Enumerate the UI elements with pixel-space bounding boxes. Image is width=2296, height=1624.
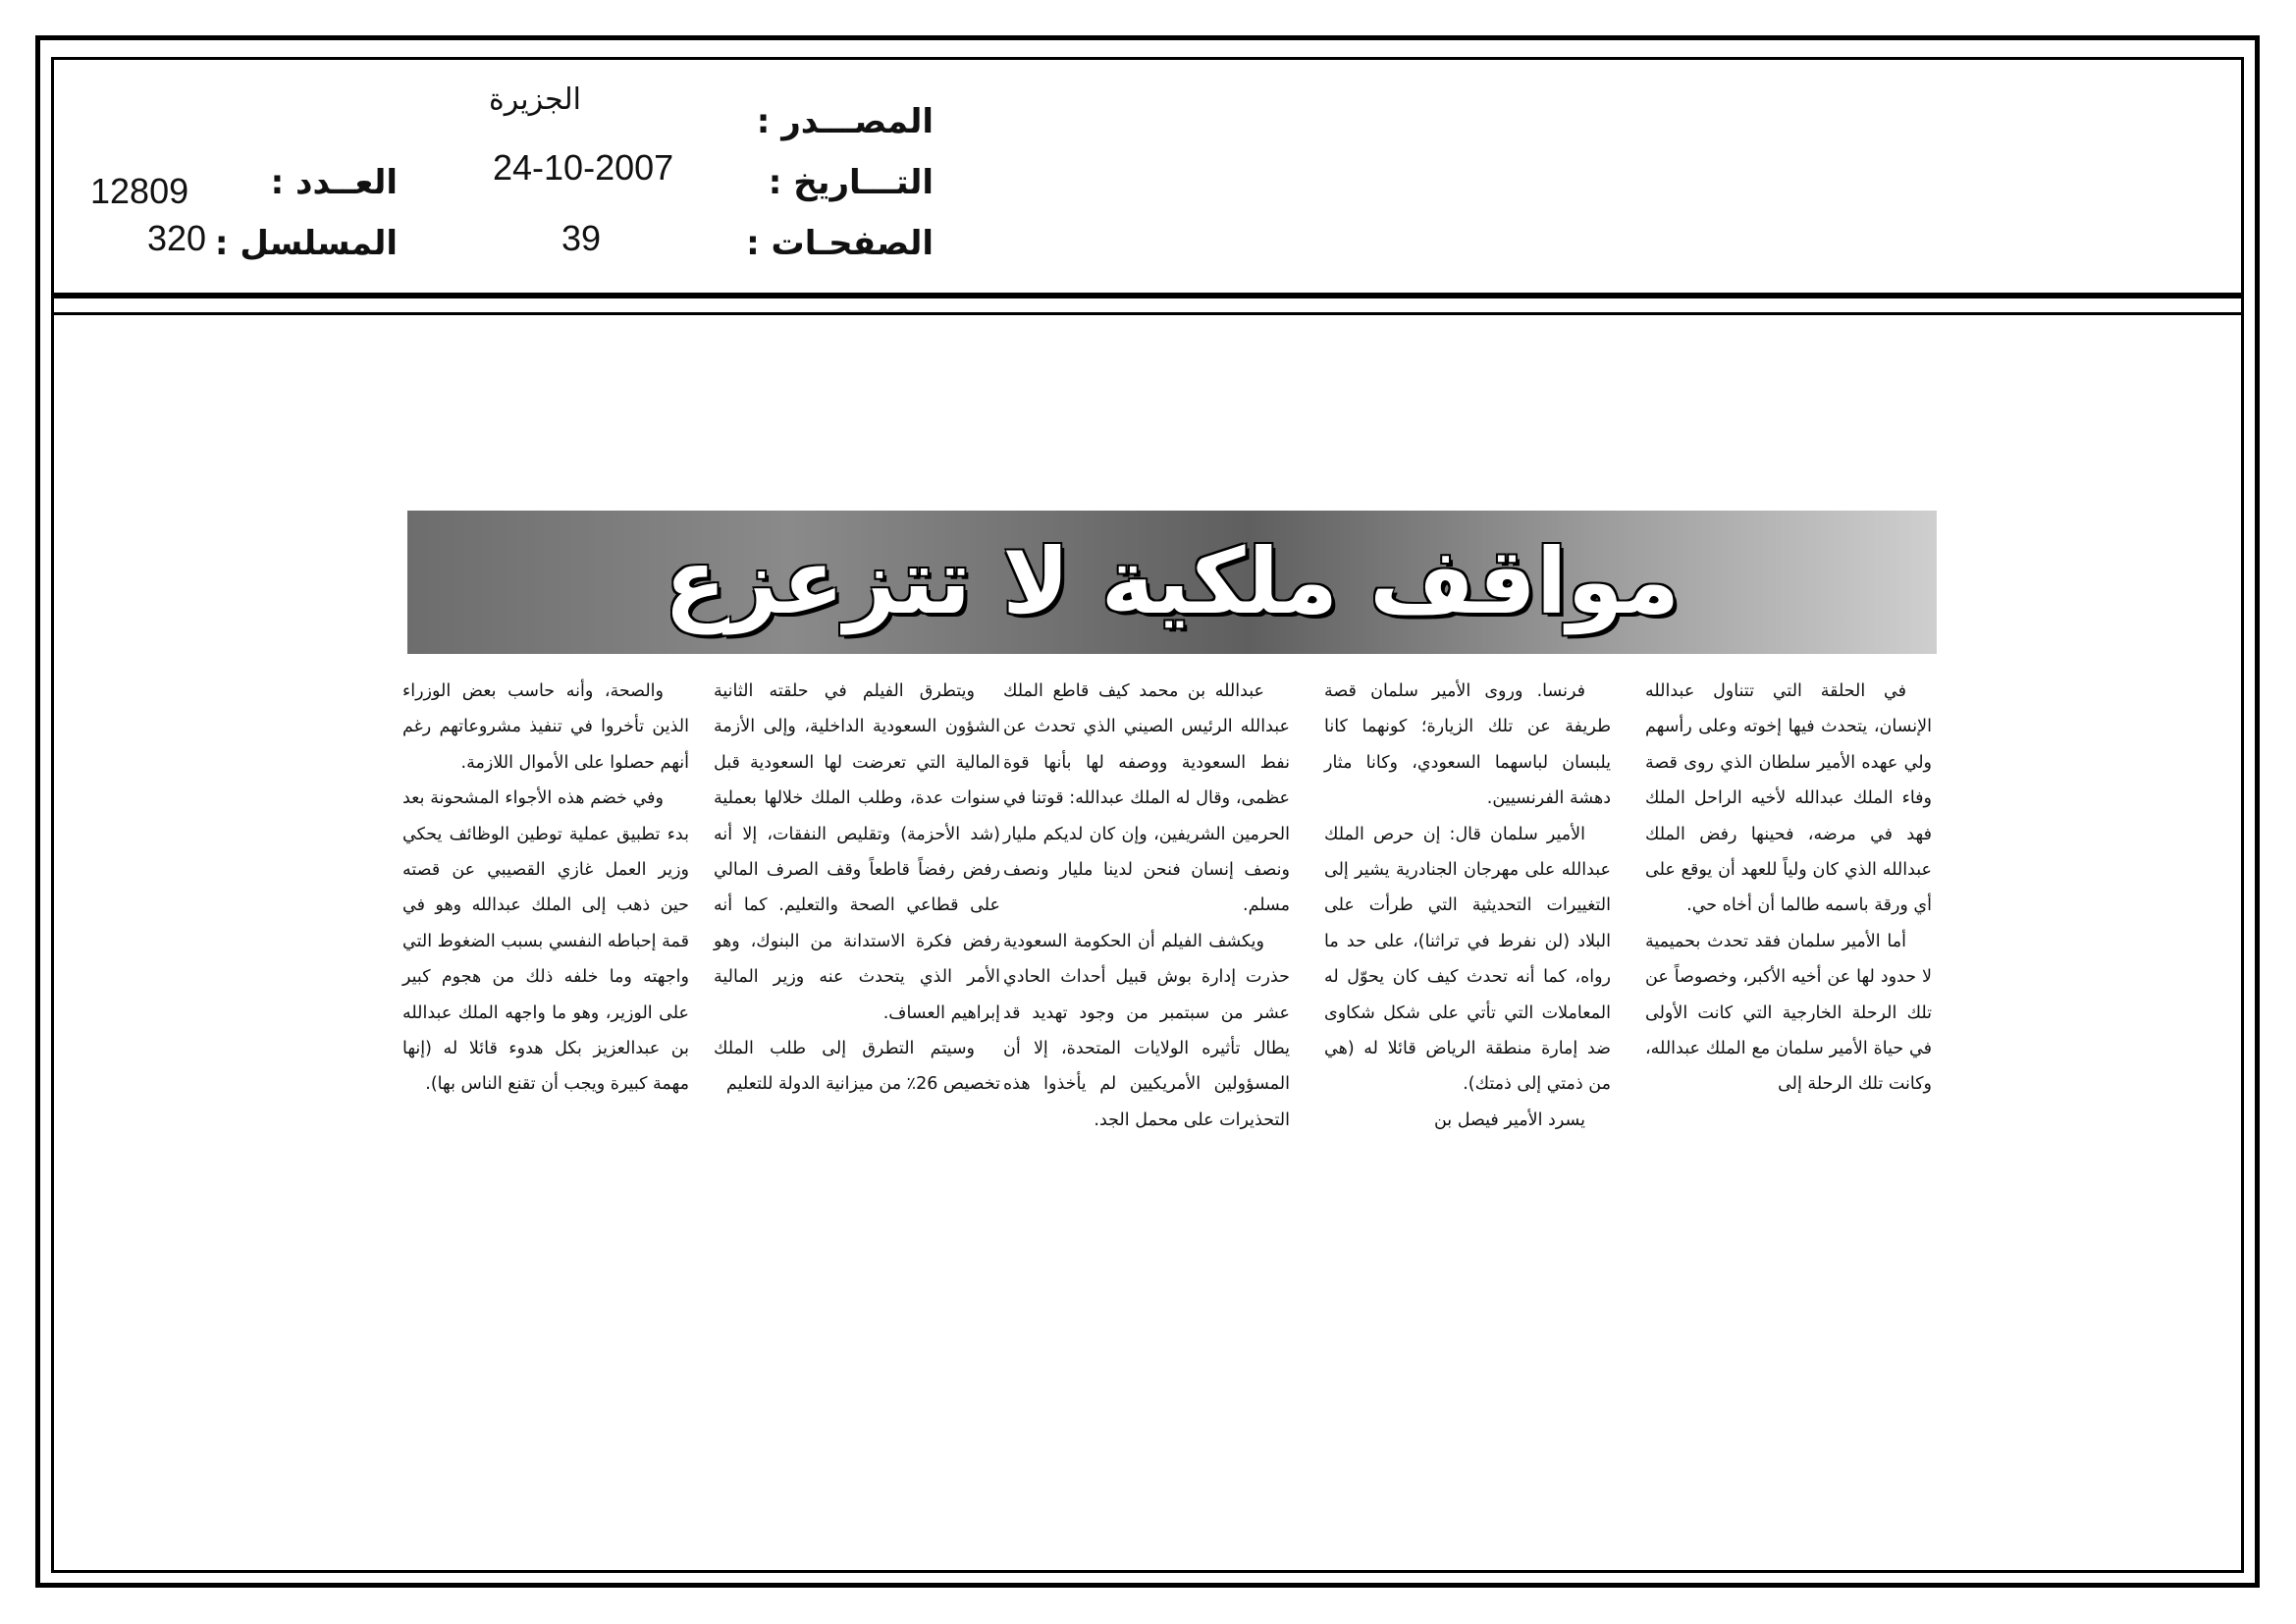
issue-value: 12809 bbox=[90, 171, 189, 211]
article-column-3 bbox=[1003, 674, 1290, 1138]
pages-label: الصفحـات : bbox=[746, 224, 934, 263]
article-paragraph: وسيتم التطرق إلى طلب الملك تخصيص 26٪ من ميزانية الدولة للتعليم bbox=[714, 1039, 1000, 1095]
source-label: المصـــدر : bbox=[756, 102, 934, 141]
source-value: الجزيرة bbox=[489, 82, 582, 117]
pages-value: 39 bbox=[561, 218, 602, 258]
article-paragraph: في الحلقة التي تتناول عبدالله الإنسان، يتحدث فيها إخوته وعلى رأسهم ولي عهده الأمير سلطان الذي روى قصة وفاء الملك عبدالله لأخيه الراحل الملك فهد في مرضه، فحينها رفض الملك عبدالله الذي كان ولياً للعهد أن يوقع على أي ورقة باسمه طالما أن أخاه حي. bbox=[1645, 681, 1932, 916]
article-column-2 bbox=[1324, 674, 1611, 1138]
serial-label: المسلسل : bbox=[214, 224, 398, 263]
serial-value: 320 bbox=[147, 218, 207, 258]
article-paragraph: يسرد الأمير فيصل بن bbox=[1433, 1110, 1585, 1130]
issue-label: العــدد : bbox=[270, 163, 398, 202]
article-paragraph: عبدالله بن محمد كيف قاطع الملك عبدالله الرئيس الصيني الذي تحدث عن نفط السعودية ووصفه لها بأنها قوة عظمى، وقال له الملك عبدالله: قوتنا في الحرمين الشريفين، وإن كان لديكم مليار ونصف إنسان فنحن لدينا مليار ونصف مسلم. bbox=[1003, 681, 1290, 916]
header-divider-thin bbox=[51, 312, 2244, 315]
article-paragraph: وفي خضم هذه الأجواء المشحونة بعد بدء تطبيق عملية توطين الوظائف يحكي وزير العمل غازي القصيبي عن قصته حين ذهب إلى الملك عبدالله وهو في قمة إحباطه النفسي بسبب الضغوط التي واجهته وما خلفه ذلك من هجوم كبير على الوزير، وهو ما واجهه الملك عبدالله بن عبدالعزيز بكل هدوء قائلا له (إنها مهمة كبيرة ويجب أن تقنع الناس بها). bbox=[402, 788, 689, 1095]
article-paragraph: أما الأمير سلمان فقد تحدث بحميمية لا حدود لها عن أخيه الأكبر، وخصوصاً عن تلك الرحلة الخارجية التي كانت الأولى في حياة الأمير سلمان مع الملك عبدالله، وكانت تلك الرحلة إلى bbox=[1645, 931, 1932, 1095]
article-headline: مواقف ملكية لا تتزعزع bbox=[664, 529, 1681, 634]
header-divider-thick bbox=[51, 293, 2244, 298]
article-paragraph: فرنسا. وروى الأمير سلمان قصة طريفة عن تلك الزيارة؛ كونهما كانا يلبسان لباسهما السعودي، وكانا مثار دهشة الفرنسيين. bbox=[1324, 681, 1611, 809]
date-value: 24-10-2007 bbox=[493, 147, 674, 188]
date-label: التـــاريخ : bbox=[768, 163, 934, 202]
article-paragraph: ويكشف الفيلم أن الحكومة السعودية حذرت إدارة بوش قبيل أحداث الحادي عشر من سبتمبر من وجود تهديد قد يطال تأثيره الولايات المتحدة، إلا أن المسؤولين الأمريكيين لم يأخذوا هذه التحذيرات على محمل الجد. bbox=[1003, 931, 1290, 1130]
article-paragraph: الأمير سلمان قال: إن حرص الملك عبدالله على مهرجان الجنادرية يشير إلى التغييرات التحديثية التي طرأت على البلاد (لن نفرط في تراثنا)، على حد ما رواه، كما أنه تحدث كيف كان يحوّل له المعاملات التي تأتي على شكل شكاوى ضد إمارة منطقة الرياض قائلا له (هي من ذمتي إلى ذمتك). bbox=[1324, 824, 1611, 1095]
article-paragraph: ويتطرق الفيلم في حلقته الثانية الشؤون السعودية الداخلية، وإلى الأزمة المالية التي تعرضت لها السعودية قبل سنوات عدة، وطلب الملك خلالها بعملية (شد الأحزمة) وتقليص النفقات، إلا أنه رفض رفضاً قاطعاً وقف الصرف المالي على قطاعي الصحة والتعليم. كما أنه رفض فكرة الاستدانة من البنوك، وهو الأمر الذي يتحدث عنه وزير المالية إبراهيم العساف. bbox=[714, 681, 1000, 1023]
article-paragraph: والصحة، وأنه حاسب بعض الوزراء الذين تأخروا في تنفيذ مشروعاتهم رغم أنهم حصلوا على الأموال اللازمة. bbox=[402, 681, 689, 773]
article-column-1 bbox=[1645, 674, 1932, 1103]
article-column-5 bbox=[402, 674, 689, 1103]
article-column-4 bbox=[714, 674, 1000, 1103]
